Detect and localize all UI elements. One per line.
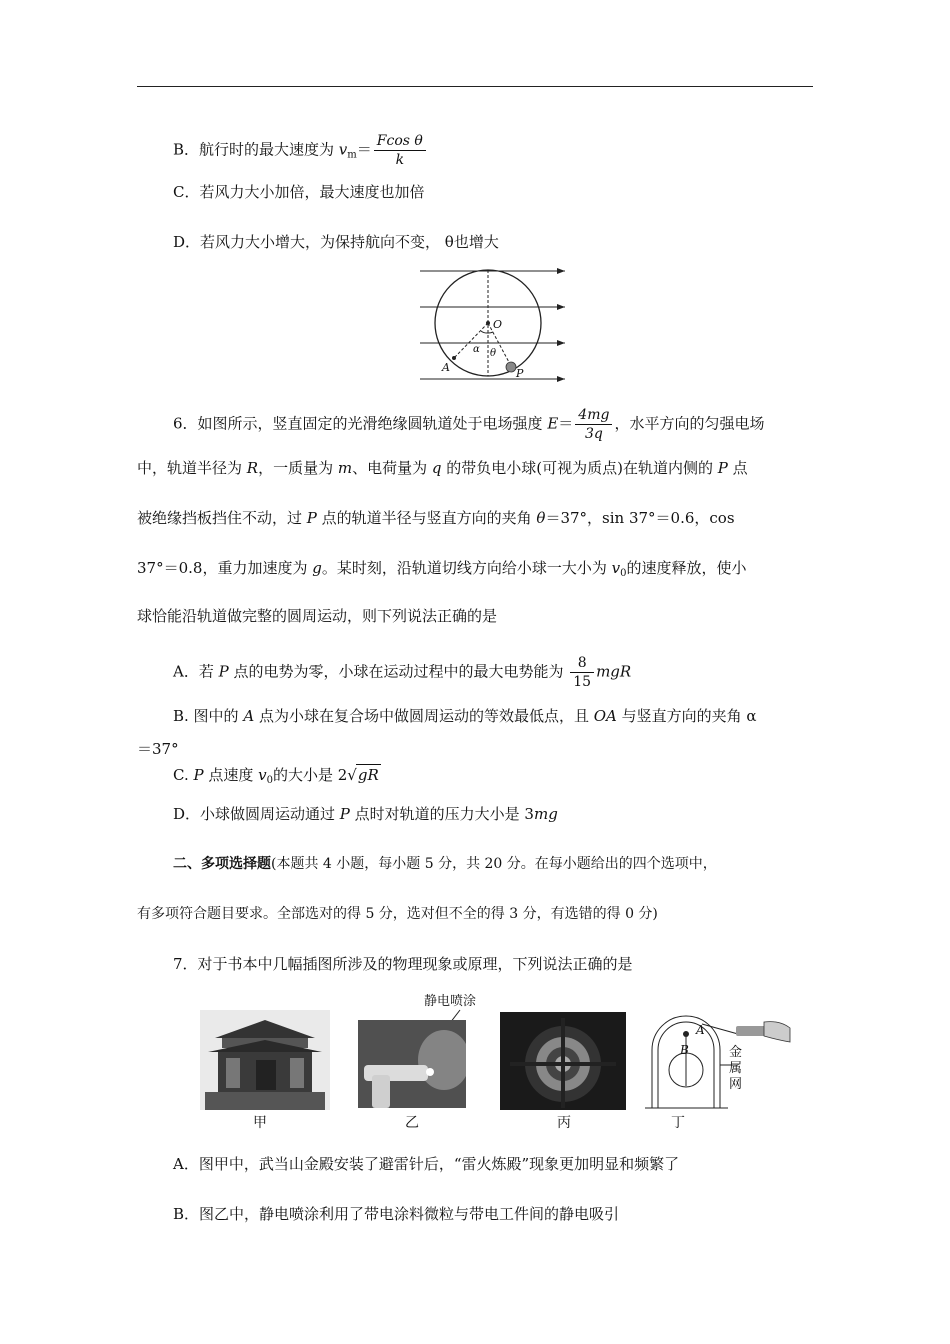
- q6-option-b: B. 图中的 A 点为小球在复合场中做圆周运动的等效最低点，且 OA 与竖直方向的夹角 α: [173, 707, 757, 725]
- photo-spray-gun: [358, 1020, 466, 1108]
- section-2-header-cont: 有多项符合题目要求。全部选对的得 5 分，选对但不全的得 3 分，有选错的得 0 分): [137, 906, 658, 922]
- ding-label-b: B: [680, 1043, 689, 1057]
- q6-stem-line-3: 被绝缘挡板挡住不动，过 P 点的轨道半径与竖直方向的夹角 θ＝37°，sin 37°＝0.6，cos: [137, 509, 735, 527]
- caption-bing: 丙: [557, 1115, 571, 1131]
- q6-stem-line-5: 球恰能沿轨道做完整的圆周运动，则下列说法正确的是: [137, 607, 498, 625]
- q5-b-fraction: $\frac{\text{Fcos θ}}{k}$: [374, 132, 426, 169]
- label-alpha: α: [473, 344, 480, 355]
- label-p: P: [516, 367, 524, 380]
- ding-net-char: 属: [729, 1061, 743, 1076]
- point-a: [452, 356, 456, 360]
- arrowhead: [557, 268, 565, 274]
- photo-gas-burner: [500, 1012, 626, 1110]
- circular-track-diagram: [415, 266, 570, 384]
- caption-yi: 乙: [405, 1115, 419, 1131]
- q6-option-a: A．若 P 点的电势为零，小球在运动过程中的最大电势能为 $\frac{8}{15}$ mgR: [173, 655, 632, 690]
- section-2-header: 二、多项选择题(本题共 4 小题，每小题 5 分，共 20 分。在每小题给出的四个选项中，: [173, 856, 717, 872]
- label-spray: 静电喷涂: [424, 994, 477, 1009]
- header-rule: [137, 86, 813, 87]
- q5-option-d: D．若风力大小增大，为保持航向不变， θ也增大: [173, 233, 499, 251]
- q6-stem-line-1: 6．如图所示，竖直固定的光滑绝缘圆轨道处于电场强度 E＝ $\frac{4mg}{3q}$ ，水平方向的匀强电场: [173, 407, 765, 442]
- caption-jia: 甲: [253, 1115, 267, 1131]
- q6-a-fraction: $\frac{8}{15}$: [570, 654, 594, 691]
- diagram-metal-net: [640, 1010, 800, 1110]
- q5-option-c: C．若风力大小加倍，最大速度也加倍: [173, 183, 425, 201]
- ding-net-char: 网: [729, 1077, 743, 1092]
- small-ball: [506, 362, 516, 372]
- q6-option-c: C. P 点速度 $v_0$的大小是 2√gR: [173, 766, 379, 786]
- label-o: O: [493, 318, 503, 331]
- alpha-arc: [481, 331, 488, 333]
- q6-field-fraction: $\frac{4mg}{3q}$: [575, 406, 612, 443]
- q5-option-b: B．航行时的最大速度为 $v_m=$ $\frac{\text{Fcos θ}}{k}$: [173, 132, 428, 169]
- label-a: A: [442, 361, 450, 374]
- q6-stem-line-2: 中，轨道半径为 R，一质量为 m、电荷量为 q 的带负电小球(可视为质点)在轨道内侧的 P 点: [137, 459, 748, 477]
- q6-option-d: D．小球做圆周运动通过 P 点时对轨道的压力大小是 3mg: [173, 805, 558, 823]
- arrowhead: [557, 376, 565, 382]
- arrowhead: [557, 304, 565, 310]
- center-point: [486, 321, 490, 325]
- q6-stem-line-4: 37°＝0.8，重力加速度为 g。某时刻，沿轨道切线方向给小球一大小为 $v_0$的速度释放，使小: [137, 559, 747, 579]
- label-theta: θ: [490, 348, 497, 359]
- q7-stem: 7．对于书本中几幅插图所涉及的物理现象或原理，下列说法正确的是: [173, 955, 633, 973]
- q7-option-b: B．图乙中，静电喷涂利用了带电涂料微粒与带电工件间的静电吸引: [173, 1205, 620, 1223]
- electroscope-top: [683, 1031, 689, 1037]
- ding-net-char: 金: [729, 1045, 743, 1060]
- hand-rod: [736, 1026, 768, 1036]
- theta-arc: [488, 332, 493, 333]
- arrowhead: [557, 340, 565, 346]
- radius-oa: [454, 323, 488, 358]
- ding-label-a: A: [696, 1023, 705, 1037]
- q6-option-b-cont: ＝37°: [137, 740, 179, 758]
- q7-option-a: A．图甲中，武当山金殿安装了避雷针后，“雷火炼殿”现象更加明显和频繁了: [173, 1155, 680, 1173]
- photo-golden-hall: [200, 1010, 330, 1110]
- hand: [764, 1022, 790, 1042]
- sqrt-sign: √: [347, 766, 357, 784]
- caption-ding: 丁: [671, 1115, 685, 1131]
